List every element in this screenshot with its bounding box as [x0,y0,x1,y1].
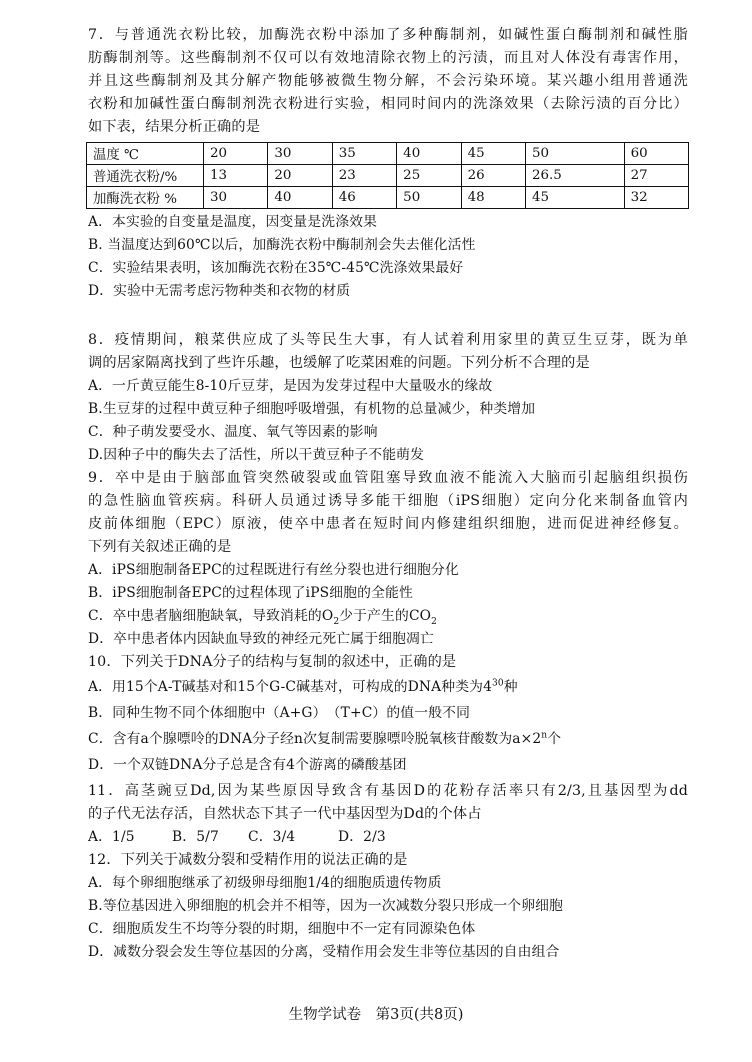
table-cell: 46 [332,187,396,209]
superscript: n [541,730,548,741]
question-7-option-c: C．实验结果表明，该加酶洗衣粉在35℃-45℃洗涤效果最好 [88,260,464,276]
question-10-stem-line: 10．下列关于DNA分子的结构与复制的叙述中，正确的是 [88,654,457,670]
question-7-stem-line: 如下表，结果分析正确的是 [88,119,261,135]
question-7-stem-line: 并且这些酶制剂及其分解产物能够被微生物分解，不会污染环境。某兴趣小组用普通洗 [88,73,688,89]
table-cell: 30 [268,143,332,165]
question-7 [88,24,688,303]
table-cell: 35 [332,143,396,165]
question-7-option-a: A．本实验的自变量是温度，因变量是洗涤效果 [88,214,378,230]
question-11 [88,780,688,849]
table-cell: 13 [204,165,268,187]
question-11-option-d: D．2/3 [338,829,386,845]
question-10-option-a [88,674,688,700]
superscript: 30 [492,678,504,689]
table-cell: 20 [204,143,268,165]
question-9-stem-line: 下列有关叙述正确的是 [88,539,232,555]
question-8-option-d: D.因种子中的酶失去了活性，所以干黄豆种子不能萌发 [88,447,425,463]
question-12-option-b: B.等位基因进入卵细胞的机会并不相等，因为一次减数分裂只形成一个卵细胞 [88,898,564,914]
subscript: 2 [333,616,340,627]
question-10 [88,651,688,778]
table-cell: 20 [268,165,332,187]
table-cell: 50 [525,143,624,165]
table-cell: 32 [624,187,688,209]
question-9-option-c [88,605,688,628]
question-8-stem-line: 调的居家隔离找到了些许乐趣，也缓解了吃菜困难的问题。下列分析不合理的是 [88,355,590,371]
question-9-stem-line: 皮前体细胞（EPC）原液，使卒中患者在短时间内修建组织细胞，进而促进神经修复。 [88,516,688,532]
question-8-option-c: C．种子萌发要受水、温度、氧气等因素的影响 [88,424,378,440]
question-10-option-c [88,726,688,752]
question-8-option-a: A．一斤黄豆能生8-10斤豆芽，是因为发芽过程中大量吸水的缘故 [88,378,493,394]
question-7-stem-line: 肪酶制剂等。这些酶制剂不仅可以有效地清除衣物上的污渍，而且对人体没有毒害作用， [88,50,688,66]
question-11-option-c: C．3/4 [248,829,296,845]
table-row-header: 普通洗衣粉/% [87,165,204,187]
question-11-stem-line: 11．高茎豌豆Dd,因为某些原因导致含有基因D的花粉存活率只有2/3,且基因型为dd [88,783,688,799]
question-7-stem-line: 7．与普通洗衣粉比较，加酶洗衣粉中添加了多种酶制剂，如碱性蛋白酶制剂和碱性脂 [88,27,688,43]
table-cell: 40 [397,143,461,165]
question-7-option-b: B. 当温度达到60℃以后，加酶洗衣粉中酶制剂会失去催化活性 [88,237,476,253]
question-8 [88,329,688,467]
washing-effect-table [86,142,689,209]
question-8-stem-line: 8．疫情期间，粮菜供应成了头等民生大事，有人试着利用家里的黄豆生豆芽，既为单 [88,332,688,348]
table-row [87,143,689,165]
question-12-option-a: A．每个卵细胞继承了初级卵母细胞1/4的细胞质遗传物质 [88,875,442,891]
question-10-option-d: D．一个双链DNA分子总是含有4个游离的磷酸基团 [88,757,407,773]
option-text: 种 [503,679,518,695]
question-12-stem-line: 12．下列关于减数分裂和受精作用的说法正确的是 [88,852,408,868]
question-11-option-a: A．1/5 [88,829,135,845]
option-text: C．含有a个腺嘌呤的DNA分子经n次复制需要腺嘌呤脱氧核苷酸数为a×2 [88,731,542,747]
question-9-stem-line: 9．卒中是由于脑部血管突然破裂或血管阻塞导致血液不能流入大脑而引起脑组织损伤 [88,470,688,486]
table-cell: 45 [525,187,624,209]
table-cell: 50 [397,187,461,209]
question-12 [88,849,688,964]
question-9-stem-line: 的急性脑血管疾病。科研人员通过诱导多能干细胞（iPS细胞）定向分化来制备血管内 [88,493,688,509]
page-footer: 生物学试卷 第3页(共8页) [288,1007,464,1023]
question-9-option-a: A．iPS细胞制备EPC的过程既进行有丝分裂也进行细胞分化 [88,562,459,578]
question-9-option-b: B．iPS细胞制备EPC的过程体现了iPS细胞的全能性 [88,585,413,601]
table-row [87,187,689,209]
table-row-header: 温度 ℃ [87,143,204,165]
option-text: C．卒中患者脑细胞缺氧，导致消耗的O [88,608,334,624]
table-row-header: 加酶洗衣粉 % [87,187,204,209]
table-cell: 27 [624,165,688,187]
question-9-option-d: D．卒中患者体内因缺血导致的神经元死亡属于细胞凋亡 [88,631,434,647]
option-text: 个 [547,731,562,747]
question-7-option-d: D．实验中无需考虑污物种类和衣物的材质 [88,283,351,299]
question-11-stem-line: 的子代无法存活，自然状态下其子一代中基因型为Dd的个体占 [88,806,482,822]
table-cell: 26 [461,165,525,187]
table-row [87,165,689,187]
table-cell: 48 [461,187,525,209]
option-text: A．用15个A-T碱基对和15个G-C碱基对，可构成的DNA种类为4 [88,679,493,695]
question-11-option-b: B．5/7 [172,829,219,845]
table-cell: 23 [332,165,396,187]
question-10-option-b: B．同种生物不同个体细胞中（A+G） （T+C）的值一般不同 [88,705,471,721]
question-12-option-c: C．细胞质发生不均等分裂的时期，细胞中不一定有同源染色体 [88,921,476,937]
subscript: 2 [431,616,438,627]
option-text: 少于产生的CO [339,608,432,624]
table-cell: 25 [397,165,461,187]
question-8-option-b: B.生豆芽的过程中黄豆种子细胞呼吸增强，有机物的总量减少，种类增加 [88,401,536,417]
question-11-options [88,826,688,849]
table-cell: 26.5 [525,165,624,187]
table-cell: 30 [204,187,268,209]
question-12-option-d: D．减数分裂会发生等位基因的分离，受精作用会发生非等位基因的自由组合 [88,944,560,960]
table-cell: 40 [268,187,332,209]
table-cell: 60 [624,143,688,165]
question-7-stem-line: 衣粉和加碱性蛋白酶制剂洗衣粉进行实验，相同时间内的洗涤效果（去除污渍的百分比） [88,96,688,112]
question-9 [88,467,688,651]
table-cell: 45 [461,143,525,165]
